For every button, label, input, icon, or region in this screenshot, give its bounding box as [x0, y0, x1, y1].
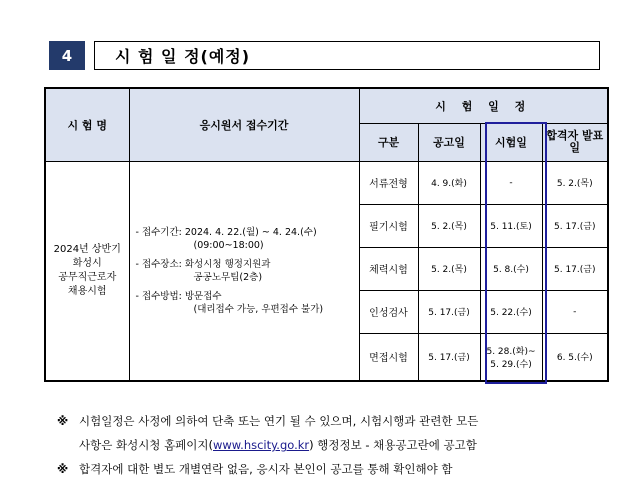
header-result-date: 합격자 발표일 — [542, 123, 608, 161]
row-type: 서류전형 — [359, 161, 418, 204]
row-type: 면접시험 — [359, 333, 418, 381]
row-result: - — [542, 290, 608, 333]
note-item — [57, 457, 617, 481]
note-text-pre: 사항은 화성시청 홈페이지( — [79, 438, 213, 452]
row-exam — [480, 333, 542, 381]
section-title: 시 험 일 정(예정) — [94, 41, 600, 70]
notes-section — [57, 409, 617, 481]
place-label: - 접수장소: 화성시청 행정지원과 — [135, 258, 271, 270]
row-type: 인성검사 — [359, 290, 418, 333]
reference-mark-icon: ※ — [57, 414, 69, 428]
row-notice: 5. 17.(금) — [418, 333, 480, 381]
exam-name-line: 화성시 — [72, 257, 102, 269]
exam-name-line: 공무직근로자 — [58, 271, 117, 283]
row-notice: 5. 17.(금) — [418, 290, 480, 333]
note-continuation — [57, 433, 617, 457]
application-info-cell — [129, 161, 359, 381]
row-result: 5. 17.(금) — [542, 247, 608, 290]
exam-name-line: 2024년 상반기 — [53, 243, 121, 255]
row-exam: 5. 8.(수) — [480, 247, 542, 290]
exam-name-cell — [45, 161, 129, 381]
row-exam: 5. 22.(수) — [480, 290, 542, 333]
header-application-period: 응시원서 접수기간 — [129, 88, 359, 161]
method-label: - 접수방법: 방문접수 — [135, 290, 222, 302]
header-exam-date: 시험일 — [480, 123, 542, 161]
row-notice: 5. 2.(목) — [418, 247, 480, 290]
header-notice-date: 공고일 — [418, 123, 480, 161]
note-text: 합격자에 대한 별도 개별연락 없음, 응시자 본인이 공고를 통해 확인해야 함 — [79, 462, 453, 476]
row-exam-line: 5. 28.(화)~ — [486, 346, 536, 357]
row-exam-line: 5. 29.(수) — [490, 359, 532, 370]
row-result: 6. 5.(수) — [542, 333, 608, 381]
row-exam: - — [480, 161, 542, 204]
row-type: 필기시험 — [359, 204, 418, 247]
row-notice: 5. 2.(목) — [418, 204, 480, 247]
homepage-link[interactable]: www.hscity.go.kr — [213, 438, 310, 452]
row-type: 체력시험 — [359, 247, 418, 290]
header-schedule: 시 험 일 정 — [359, 88, 608, 123]
note-text: 시험일정은 사정에 의하여 단축 또는 연기 될 수 있으며, 시험시행과 관련한 모든 — [79, 414, 479, 428]
row-exam: 5. 11.(토) — [480, 204, 542, 247]
reference-mark-icon: ※ — [57, 462, 69, 476]
table-row — [45, 161, 608, 204]
exam-schedule-table — [44, 87, 609, 382]
row-notice: 4. 9.(화) — [418, 161, 480, 204]
exam-name-line: 채용시험 — [67, 285, 107, 297]
period-label: - 접수기간: 2024. 4. 22.(월) ~ 4. 24.(수) — [135, 226, 317, 238]
row-result: 5. 2.(목) — [542, 161, 608, 204]
row-result: 5. 17.(금) — [542, 204, 608, 247]
note-text-post: ) 행정정보 - 채용공고란에 공고함 — [309, 438, 477, 452]
note-item — [57, 409, 617, 433]
header-exam-name: 시 험 명 — [45, 88, 129, 161]
header-type: 구분 — [359, 123, 418, 161]
method-sub: (대리접수 가능, 우편접수 불가) — [193, 303, 324, 315]
period-time: (09:00~18:00) — [193, 239, 264, 251]
section-number-badge: 4 — [49, 41, 85, 70]
place-sub: 공공노무팀(2층) — [193, 271, 263, 283]
